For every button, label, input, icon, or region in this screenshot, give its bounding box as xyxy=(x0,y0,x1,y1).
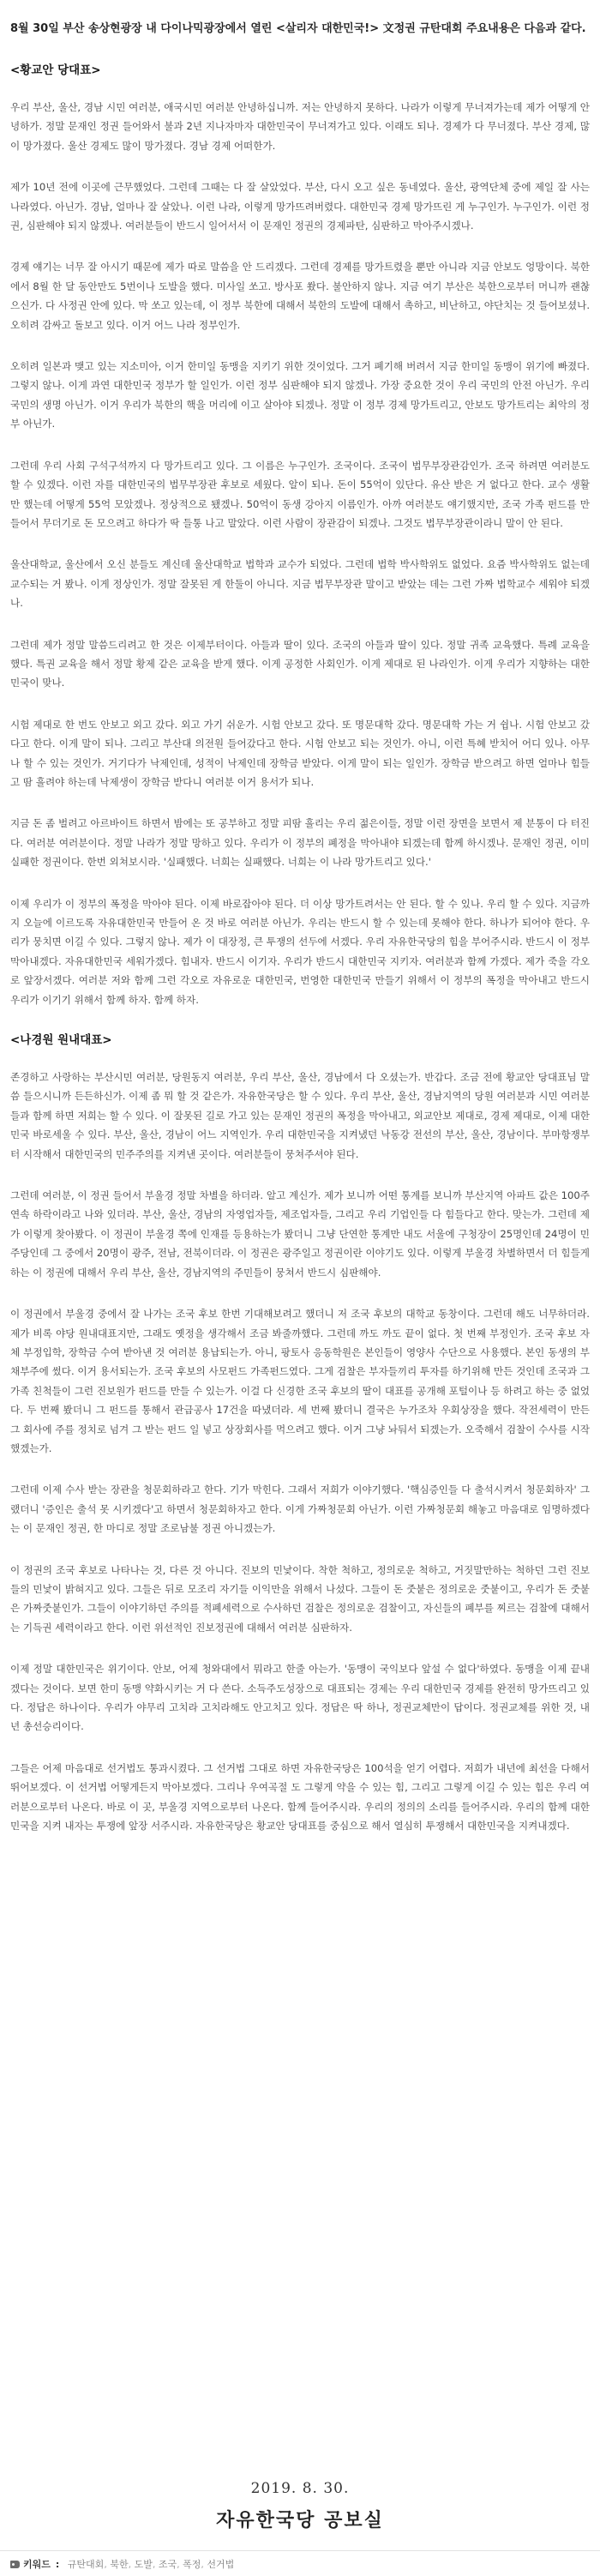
keyword-separator: , xyxy=(128,2559,135,2570)
section-title-hwang: <황교안 당대표> xyxy=(10,63,101,77)
paragraph: 이 정권에서 부울경 중에서 잘 나가는 조국 후보 한번 기대해보려고 했더니 저 조국 후보의 대학교 동창이다. 그런데 해도 너무하더라. 제가 비록 야당 원내대표지만, 그래도 옛정을 생각해서 조금 봐줄까했다. 그런데 까도 까도 끝이 없다. 첫 번째 부정인가. 조국 후보 자체 부정입학, 장학금 수여 받아낸 것 여러분 용납되는가. 아니, 팡토사 응동학원은 본인들이 영양사 수단으로 사용했다. 본인 동생의 부채부주에 썼다. 이거 용서되는가. 조국 후보의 사모펀드 가족펀드였다. 그게 검찰은 부자들끼리 투자를 하기위해 만든 것인데 조국과 그 가족 친척들이 그런 진보원가 펀드를 만들 수 있는가. 이걸 다 신경한 조국 후보의 딸이 대표를 공개해 포털이나 등 하려고 하는 중 없었다. 두 번째 봤더니 그 펀드를 통해서 관급공사 17건을 따냈더라. 세 번째 봤더니 결국은 누가조차 우회상장을 했다. 작전세력이 만든 그 회사에 주를 정치로 넘겨 그 받는 펀드 일 넣고 상장회사를 먹으려고 했다. 이거 그냥 놔둬서 되겠는가. 오죽해서 검찰이 수사를 시작했겠는가. xyxy=(10,1308,590,1454)
keyword-link[interactable]: 선거법 xyxy=(207,2559,235,2570)
paragraph: 우리 부산, 울산, 경남 시민 여러분, 애국시민 여러분 안녕하십니까. 저는 안녕하지 못하다. 나라가 이렇게 무너져가는데 제가 어떻게 안녕하가. 정말 문재인 정권 들어와서 불과 2년 지나자마자 대한민국이 무너져가고 있다. 이래도 되나. 경제가 다 무너졌다. 부산 경제, 많이 망가졌다. 울산 경제도 많이 망가졌다. 경남 경제 어떠한가. xyxy=(10,101,590,152)
keyword-link[interactable]: 조국 xyxy=(158,2559,177,2570)
paragraph: 이제 정말 대한민국은 위기이다. 안보, 어제 청와대에서 뭐라고 한줄 아는가. '동맹이 국익보다 앞설 수 없다'하였다. 동맹을 이제 끝내겠다는 것이다. 보면 한미 동맹 약화시키는 거 다 쓴다. 소득주도성장으로 대표되는 경제는 우리 대한민국 경제를 완전히 망가뜨리고 있다. 정답은 하나이다. 우리가 야무리 고치라 고치라해도 안고치고 있다. 정답은 딱 하나, 정권교체만이 답이다. 정권교체를 위한 것, 내년 총선승리이다. xyxy=(10,1663,590,1733)
keyword-link[interactable]: 북한 xyxy=(110,2559,129,2570)
paragraph: 제가 10년 전에 이곳에 근무했었다. 그런데 그때는 다 잘 살았었다. 부산, 다시 오고 싶은 동네였다. 울산, 광역단체 중에 제일 잘 사는 나라였다. 아닌가. 경남, 얼마나 잘 살았나. 이런 나라, 이렇게 망가뜨려버렸다. 대한민국 경제 망가뜨린 게 누구인가. 누구인가. 이런 정권, 심판해야 되지 않겠나. 여러분들이 반드시 일어서서 이 문재인 정권의 경제파탄, 심판하고 막아주시겠나. xyxy=(10,181,590,232)
paragraph: 그런데 이제 수사 받는 장관을 청문회하라고 한다. 기가 막힌다. 그래서 저희가 이야기했다. '핵심증인들 다 출석시켜서 청문회하자' 그랬더니 '증인은 출석 못 시키겠다'고 하면서 청문회하자고 한다. 이게 가짜청문회 아닌가. 이런 가짜청문회 해놓고 마음대로 임명하겠다는 이 문재인 정권, 한 마디로 정말 조로남불 정권 아니겠는가. xyxy=(10,1484,590,1535)
paragraph: 시험 제대로 한 번도 안보고 외고 갔다. 외고 가기 쉬운가. 시험 안보고 갔다. 또 명문대학 갔다. 명문대학 가는 거 쉽나. 시험 안보고 갔다고 한다. 이게 말이 되나. 그리고 부산대 의전원 들어갔다고 한다. 시험 안보고 되는 것인가. 아니, 이런 특혜 받치어 어디 있나. 아무나 할 수 있는 것인가. 거기다가 낙제인데, 성적이 낙제인데 장학금 받았다. 이게 말이 되는 일인가. 장학금 받으려고 하면 얼마나 힘들고 땀 흘려야 하는데 낙제생이 장학금 받다니 여러분 이거 용서가 되나. xyxy=(10,718,590,788)
keywords-label: 키워드 xyxy=(23,2559,51,2570)
paragraph: 그런데 여러분, 이 정권 들어서 부울경 정말 차별을 하더라. 알고 계신가. 제가 보니까 어떤 통계를 보니까 부산지역 아파트 값은 100주 연속 하락이라고 나와 있더라. 부산, 울산, 경남의 자영업자들, 제조업자들, 그리고 우리 기업인들 다 힘들다고 한다. 맞는가. 그런데 제가 이렇게 찾아봤다. 이 정권이 부울경 쪽에 인재를 등용하는가 봤더니 그냥 단연한 통계만 내도 서울에 구청장이 25명인데 24명이 민주당인데 그 중에서 20명이 광주, 전남, 전북이더라. 이 정권은 광주일고 정권이란 이야기도 있다. 이렇게 부울경 차별하면서 더 힘들게 하는 이 정권에 대해서 우리 부산, 울산, 경남지역의 주민들이 뭉쳐서 반드시 심판해야. xyxy=(10,1189,590,1279)
keywords-bar xyxy=(0,2550,600,2576)
release-date: 2019. 8. 30. xyxy=(250,2480,350,2497)
keyword-link[interactable]: 도발 xyxy=(134,2559,153,2570)
paragraph: 지금 돈 좀 벌려고 아르바이트 하면서 밤에는 또 공부하고 정말 피땀 흘리는 우리 젊은이들, 정말 이런 장면을 보면서 제 분통이 다 터진다. 여러분 여러분이다. 정말 나라가 정말 망하고 있다. 우리가 이 정부의 폐정을 막아내야 되겠는데 함께 하시겠나. 문재인 정권, 이미 실패한 정권이다. 한번 외쳐보시라. '실패했다. 너희는 실패했다. 너희는 이 나라 망가트리고 있다.' xyxy=(10,817,590,869)
paragraph: 울산대학교, 울산에서 오신 분들도 계신데 울산대학교 법학과 교수가 되었다. 그런데 법학 박사학위도 없었다. 요즘 박사학위도 없는데 교수되는 거 봤나. 이게 정상인가. 정말 잘못된 게 한둘이 아니다. 지금 법무부장관 말이고 받았는 데는 그런 가짜 법학교수 세워야 되겠나. xyxy=(10,558,590,610)
paragraph: 이제 우리가 이 정부의 폭정을 막아야 된다. 이제 바로잡아야 된다. 더 이상 망가트려서는 안 된다. 할 수 있나. 우리 할 수 있다. 지금까지 오늘에 이르도록 자유대한민국 만들어 온 것 바로 여러분 아닌가. 우리는 반드시 할 수 있는데 못해야 한다. 하나가 되어야 한다. 우리가 뭉치면 이길 수 있다. 그렇지 않나. 제가 이 대장정, 큰 투쟁의 선두에 서겠다. 우리 자유한국당의 힘을 부어주시라. 반드시 이 정부 막아내겠다. 자유대한민국 세워가겠다. 힘내자. 반드시 이기자. 우리가 반드시 대한민국 지키자. 여러분과 함께 가겠다. 제가 죽을 각오로 앞장서겠다. 여러분 저와 함께 그런 각오로 자유로운 대한민국, 번영한 대한민국 만들기 위해서 이 정부의 폭정을 막아내고 반드시 우리가 이기기 위해서 함께 하자. 함께 하자. xyxy=(10,897,590,1006)
paragraph: 그들은 어제 마음대로 선거법도 통과시켰다. 그 선거법 그대로 하면 자유한국당은 100석을 얻기 어렵다. 저희가 내년에 최선을 다해서 뛰어보겠다. 이 선거법 어떻게든지 막아보겠다. 그리나 우여곡절 도 그렇게 약을 수 있는 힘, 그리고 그렇게 이길 수 있는 힘은 우리 여러분으로부터 나온다. 바로 이 곳, 부울경 지역으로부터 나온다. 함께 들어주시라. 우리의 정의의 소리를 들어주시라. 우리의 함께 대한민국을 지켜 내자는 투쟁에 앞장 서주시라. 자유한국당은 황교안 당대표를 중심으로 해서 열심히 투쟁해서 대한민국을 지켜내겠다. xyxy=(10,1761,590,1833)
paragraph: 그런데 제가 정말 말씀드리려고 한 것은 이제부터이다. 아들과 딸이 있다. 조국의 아들과 딸이 있다. 정말 귀족 교육했다. 특례 교육을 했다. 특권 교육을 해서 정말 황제 같은 교육을 받게 했다. 이게 공정한 사회인가. 이게 제대로 된 나라인가. 이게 우리가 지향하는 대한민국이 맞나. xyxy=(10,638,590,689)
keyword-separator: , xyxy=(177,2559,183,2570)
keyword-separator: , xyxy=(201,2559,207,2570)
paragraph: 오히려 일본과 맺고 있는 지소미아, 이거 한미일 동맹을 지키기 위한 것이었다. 그거 폐기해 버려서 지금 한미일 동맹이 위기에 빠졌다. 그렇지 않나. 이게 과연 대한민국 정부가 할 일인가. 이런 정부 심판해야 되지 않겠나. 가장 중요한 것이 우리 국민의 안전 아닌가. 우리 국민의 생명 아닌가. 이거 우리가 북한의 핵을 머리에 이고 살아야 되겠나. 정말 이 정부 경제 망가트리고, 안보도 망가트리는 최악의 정부 아닌가. xyxy=(10,360,590,430)
keyword-link[interactable]: 규탄대회 xyxy=(67,2559,105,2570)
paragraph: 존경하고 사랑하는 부산시민 여러분, 당원동지 여러분, 우리 부산, 울산, 경남에서 다 오셨는가. 반갑다. 조금 전에 황교안 당대표님 말씀 들으시니까 든든하신가. 이제 좀 뭐 할 것 같은가. 자유한국당은 할 수 있다. 우리 부산, 울산, 경남지역의 당원 여러분과 시민 여러분들과 함께 하면 저희는 할 수 있다. 이 잘못된 길로 가고 있는 문재인 정권의 폭정을 막아내고, 외교안보 제대로, 경제 제대로, 이제 대한민국 바로세울 수 있다. 부산, 울산, 경남이 어느 지역인가. 우리 대한민국을 지켜냈던 낙동강 전선의 부산, 울산, 경남이다. 부마항쟁부터 시작해서 대한민국의 민주주의를 지켜낸 곳이다. 여러분들이 뭉쳐주셔야 된다. xyxy=(10,1071,590,1160)
section-na xyxy=(10,1032,590,1835)
keywords-colon: : xyxy=(55,2559,60,2570)
keyword-link[interactable]: 폭정 xyxy=(183,2559,201,2570)
publisher-name: 자유한국당 공보실 xyxy=(216,2510,384,2531)
section-hwang xyxy=(10,62,590,1009)
paragraph: 경제 얘기는 너무 잘 아시기 때문에 제가 따로 말씀을 안 드리겠다. 그런데 경제를 망가트렸을 뿐만 아니라 지금 안보도 엉망이다. 북한에서 8월 한 달 동안만도 5번이나 도발을 했다. 미사일 쏘고. 방사포 쐈다. 불안하지 않나. 지금 여기 부산은 북한으로부터 머니까 괜찮으신가. 다 사정권 안에 있다. 막 쏘고 있는데, 이 정부 북한에 대해서 북한의 도발에 대해서 촉하고, 비난하고, 야단치는 것 들어보셨나. 오히려 감싸고 돌보고 있다. 이거 어느 나라 정부인가. xyxy=(10,261,590,331)
section-title-na: <나경원 원내대표> xyxy=(10,1033,112,1048)
paragraph: 이 정권의 조국 후보로 나타나는 것, 다른 것 아니다. 진보의 민낯이다. 착한 척하고, 정의로운 척하고, 거짓말만하는 척하던 그런 진보들의 민낯이 밝혀지고 있다. 그들은 뒤로 모조리 자기들 이익만을 위해서 나섰다. 그들이 돈 줏붙은 정의로운 줏붙이고, 우리가 돈 줏붙은 가짜줏붙인가. 그들이 이야기하던 주의를 적폐세력으로 수사하던 검찰은 정의로운 검찰이고, 자신들의 폐부를 찌르는 검찰에 대해서는 기득권 세력이라고 한다. 이런 위선적인 진보정권에 대해서 여러분 심판하자. xyxy=(10,1563,590,1634)
tag-icon xyxy=(10,2561,20,2568)
paragraph: 그런데 우리 사회 구석구석까지 다 망가트리고 있다. 그 이름은 누구인가. 조국이다. 조국이 법무부장관감인가. 조국 하려면 여러분도 할 수 있겠다. 이런 자를 대한민국의 법무부장관 후보로 세웠다. 알이 되나. 돈이 55억이 있단다. 유산 받은 거 없다고 한다. 교수 생활만 했는데 어떻게 55억 모았겠나. 정상적으로 됐겠나. 50억이 동생 강아지 이름인가. 아까 여러분도 얘기했지만, 조국 가족 펀드를 만들어서 무더기로 돈 모으려고 하다가 딱 들통 나고 말았다. 이런 사람이 장관감이 되겠나. 그것도 법무부장관이라니 말이 안 된다. xyxy=(10,459,590,529)
intro-text: 8월 30일 부산 송상현광장 내 다이나믹광장에서 열린 <살리자 대한민국!> 文정권 규탄대회 주요내용은 다음과 같다. xyxy=(10,22,586,35)
keyword-separator: , xyxy=(152,2559,159,2570)
keyword-separator: , xyxy=(104,2559,111,2570)
